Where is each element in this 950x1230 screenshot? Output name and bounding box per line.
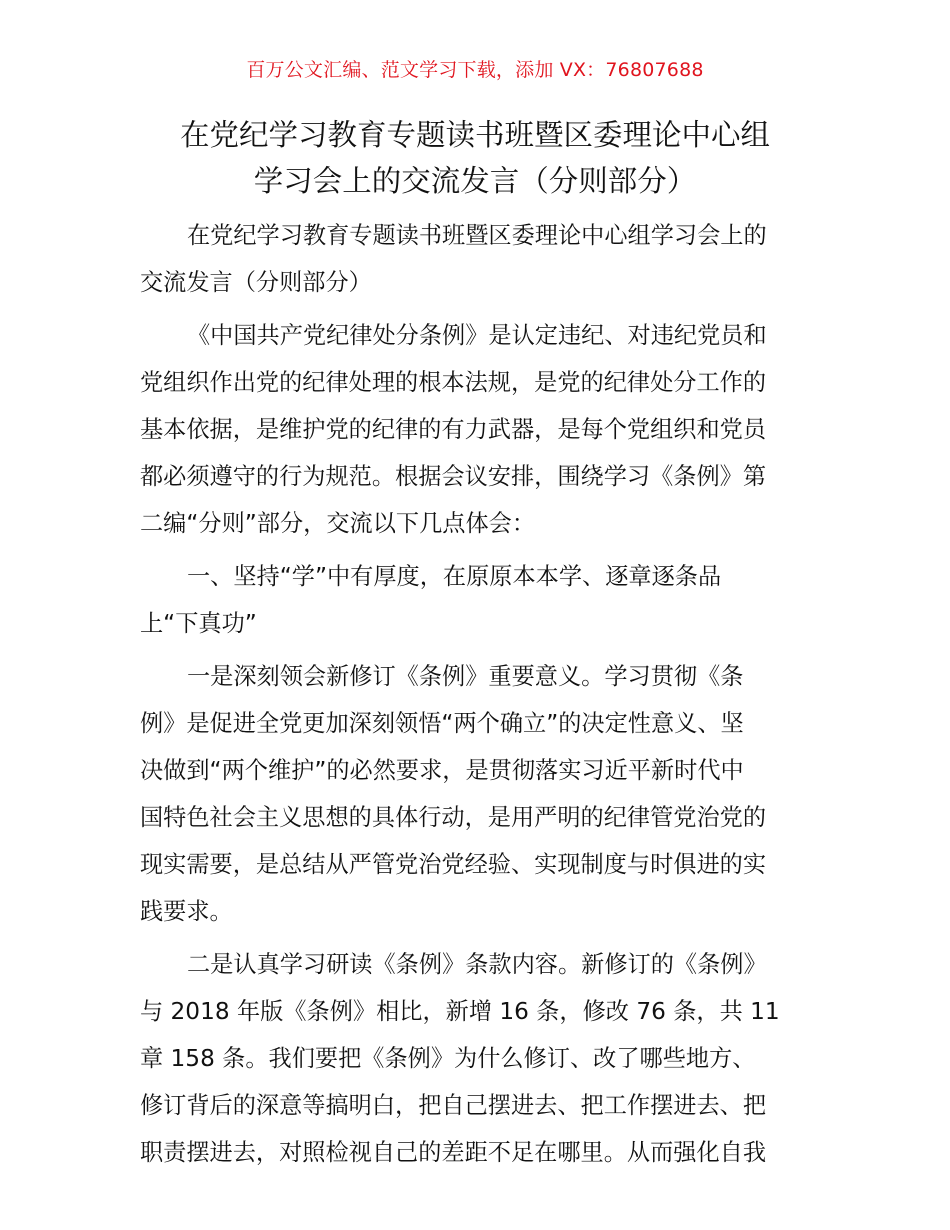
text-line: 决做到“两个维护”的必然要求，是贯彻落实习近平新时代中 [140, 757, 744, 784]
text-line: 一、坚持“学”中有厚度，在原原本本学、逐章逐条品 [187, 563, 722, 590]
text-line: 上“下真功” [140, 610, 257, 637]
text-line: 践要求。 [140, 898, 233, 925]
paragraph-regulation [140, 312, 820, 547]
text-line: 二是认真学习研读《条例》条款内容。新修订的《条例》 [187, 951, 767, 978]
text-line: 二编“分则”部分，交流以下几点体会： [140, 510, 536, 537]
text-line: 都必须遵守的行为规范。根据会议安排，围绕学习《条例》第 [140, 463, 767, 490]
paragraph-intro [140, 212, 820, 306]
text-line: 一是深刻领会新修订《条例》重要意义。学习贯彻《条 [187, 663, 744, 690]
text-line: 交流发言（分则部分） [140, 269, 372, 296]
document-body [140, 212, 820, 1182]
title-line-2: 学习会上的交流发言（分则部分） [253, 164, 697, 198]
watermark-header: 百万公文汇编、范文学习下载，添加 VX：76807688 [246, 59, 704, 81]
text-line: 国特色社会主义思想的具体行动，是用严明的纪律管党治党的 [140, 804, 767, 831]
text-line: 在党纪学习教育专题读书班暨区委理论中心组学习会上的 [187, 222, 767, 249]
section-heading-1 [140, 553, 820, 647]
text-line: 党组织作出党的纪律处理的根本法规，是党的纪律处分工作的 [140, 369, 767, 396]
paragraph-point-1 [140, 653, 820, 935]
text-line: 修订背后的深意等搞明白，把自己摆进去、把工作摆进去、把 [140, 1092, 767, 1119]
document-title [0, 112, 950, 204]
paragraph-point-2 [140, 941, 820, 1176]
text-line: 现实需要，是总结从严管党治党经验、实现制度与时俱进的实 [140, 851, 767, 878]
text-line: 与 2018 年版《条例》相比，新增 16 条，修改 76 条，共 11 [140, 998, 780, 1025]
title-line-1: 在党纪学习教育专题读书班暨区委理论中心组 [179, 118, 770, 152]
text-line: 基本依据，是维护党的纪律的有力武器，是每个党组织和党员 [140, 416, 767, 443]
text-line: 例》是促进全党更加深刻领悟“两个确立”的决定性意义、坚 [140, 710, 744, 737]
text-line: 《中国共产党纪律处分条例》是认定违纪、对违纪党员和 [187, 322, 767, 349]
text-line: 章 158 条。我们要把《条例》为什么修订、改了哪些地方、 [140, 1045, 756, 1072]
text-line: 职责摆进去，对照检视自己的差距不足在哪里。从而强化自我 [140, 1139, 767, 1166]
